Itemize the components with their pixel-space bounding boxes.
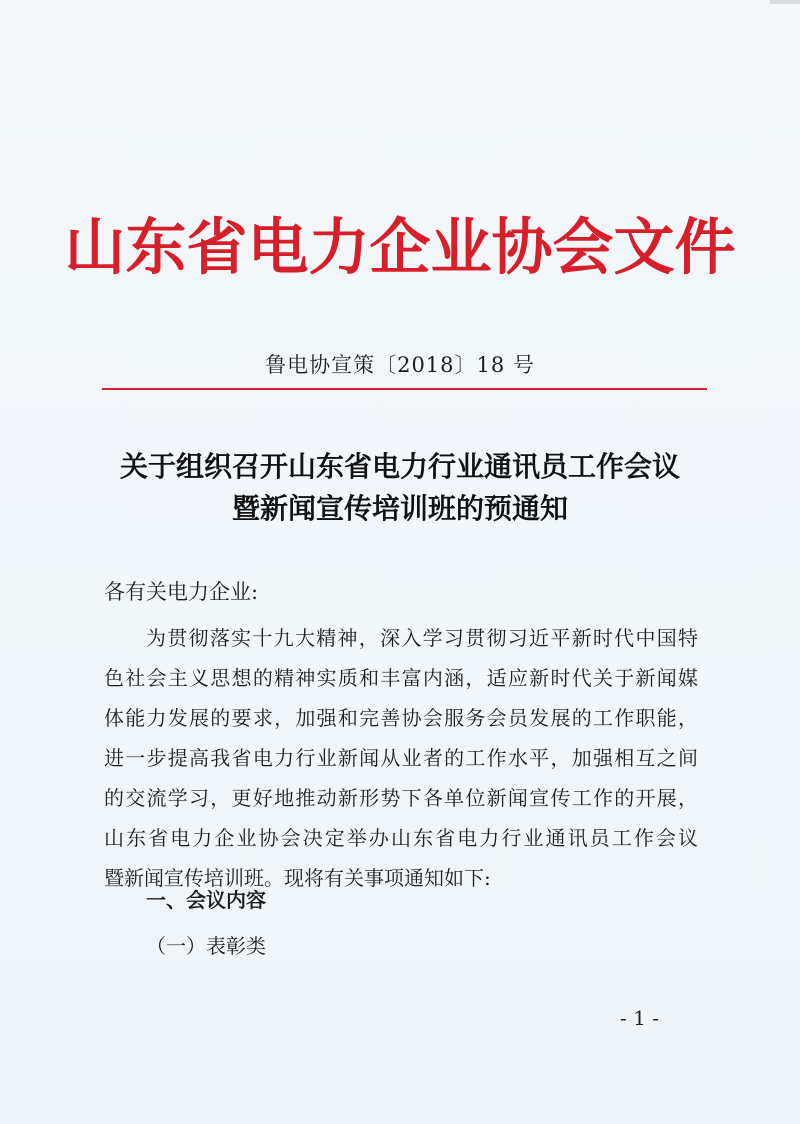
scan-corner-mark <box>770 0 800 4</box>
body-line: 的交流学习，更好地推动新形势下各单位新闻宣传工作的开展， <box>104 786 698 810</box>
body-line: 山东省电力企业协会决定举办山东省电力行业通讯员工作会议 <box>104 826 698 850</box>
document-title-line-2: 暨新闻宣传培训班的预通知 <box>231 492 568 525</box>
body-line: 体能力发展的要求，加强和完善协会服务会员发展的工作职能， <box>104 706 698 730</box>
page-number: - 1 - <box>620 1006 659 1030</box>
document-masthead: 山东省电力企业协会文件 <box>64 212 736 283</box>
body-paragraph <box>104 618 698 898</box>
body-line: 暨新闻宣传培训班。现将有关事项通知如下: <box>104 866 491 890</box>
masthead-divider <box>102 388 707 390</box>
document-number: 鲁电协宣策〔2018〕18 号 <box>265 353 535 377</box>
salutation: 各有关电力企业: <box>104 580 259 604</box>
document-title-line-1: 关于组织召开山东省电力行业通讯员工作会议 <box>119 450 680 483</box>
document-title <box>88 446 712 530</box>
subsection-heading: （一）表彰类 <box>146 934 266 958</box>
body-line: 进一步提高我省电力行业新闻从业者的工作水平，加强相互之间 <box>104 746 698 770</box>
body-line: 为贯彻落实十九大精神，深入学习贯彻习近平新时代中国特 <box>146 626 698 650</box>
section-heading: 一、会议内容 <box>146 888 266 912</box>
body-line: 色社会主义思想的精神实质和丰富内涵，适应新时代关于新闻媒 <box>104 666 698 690</box>
